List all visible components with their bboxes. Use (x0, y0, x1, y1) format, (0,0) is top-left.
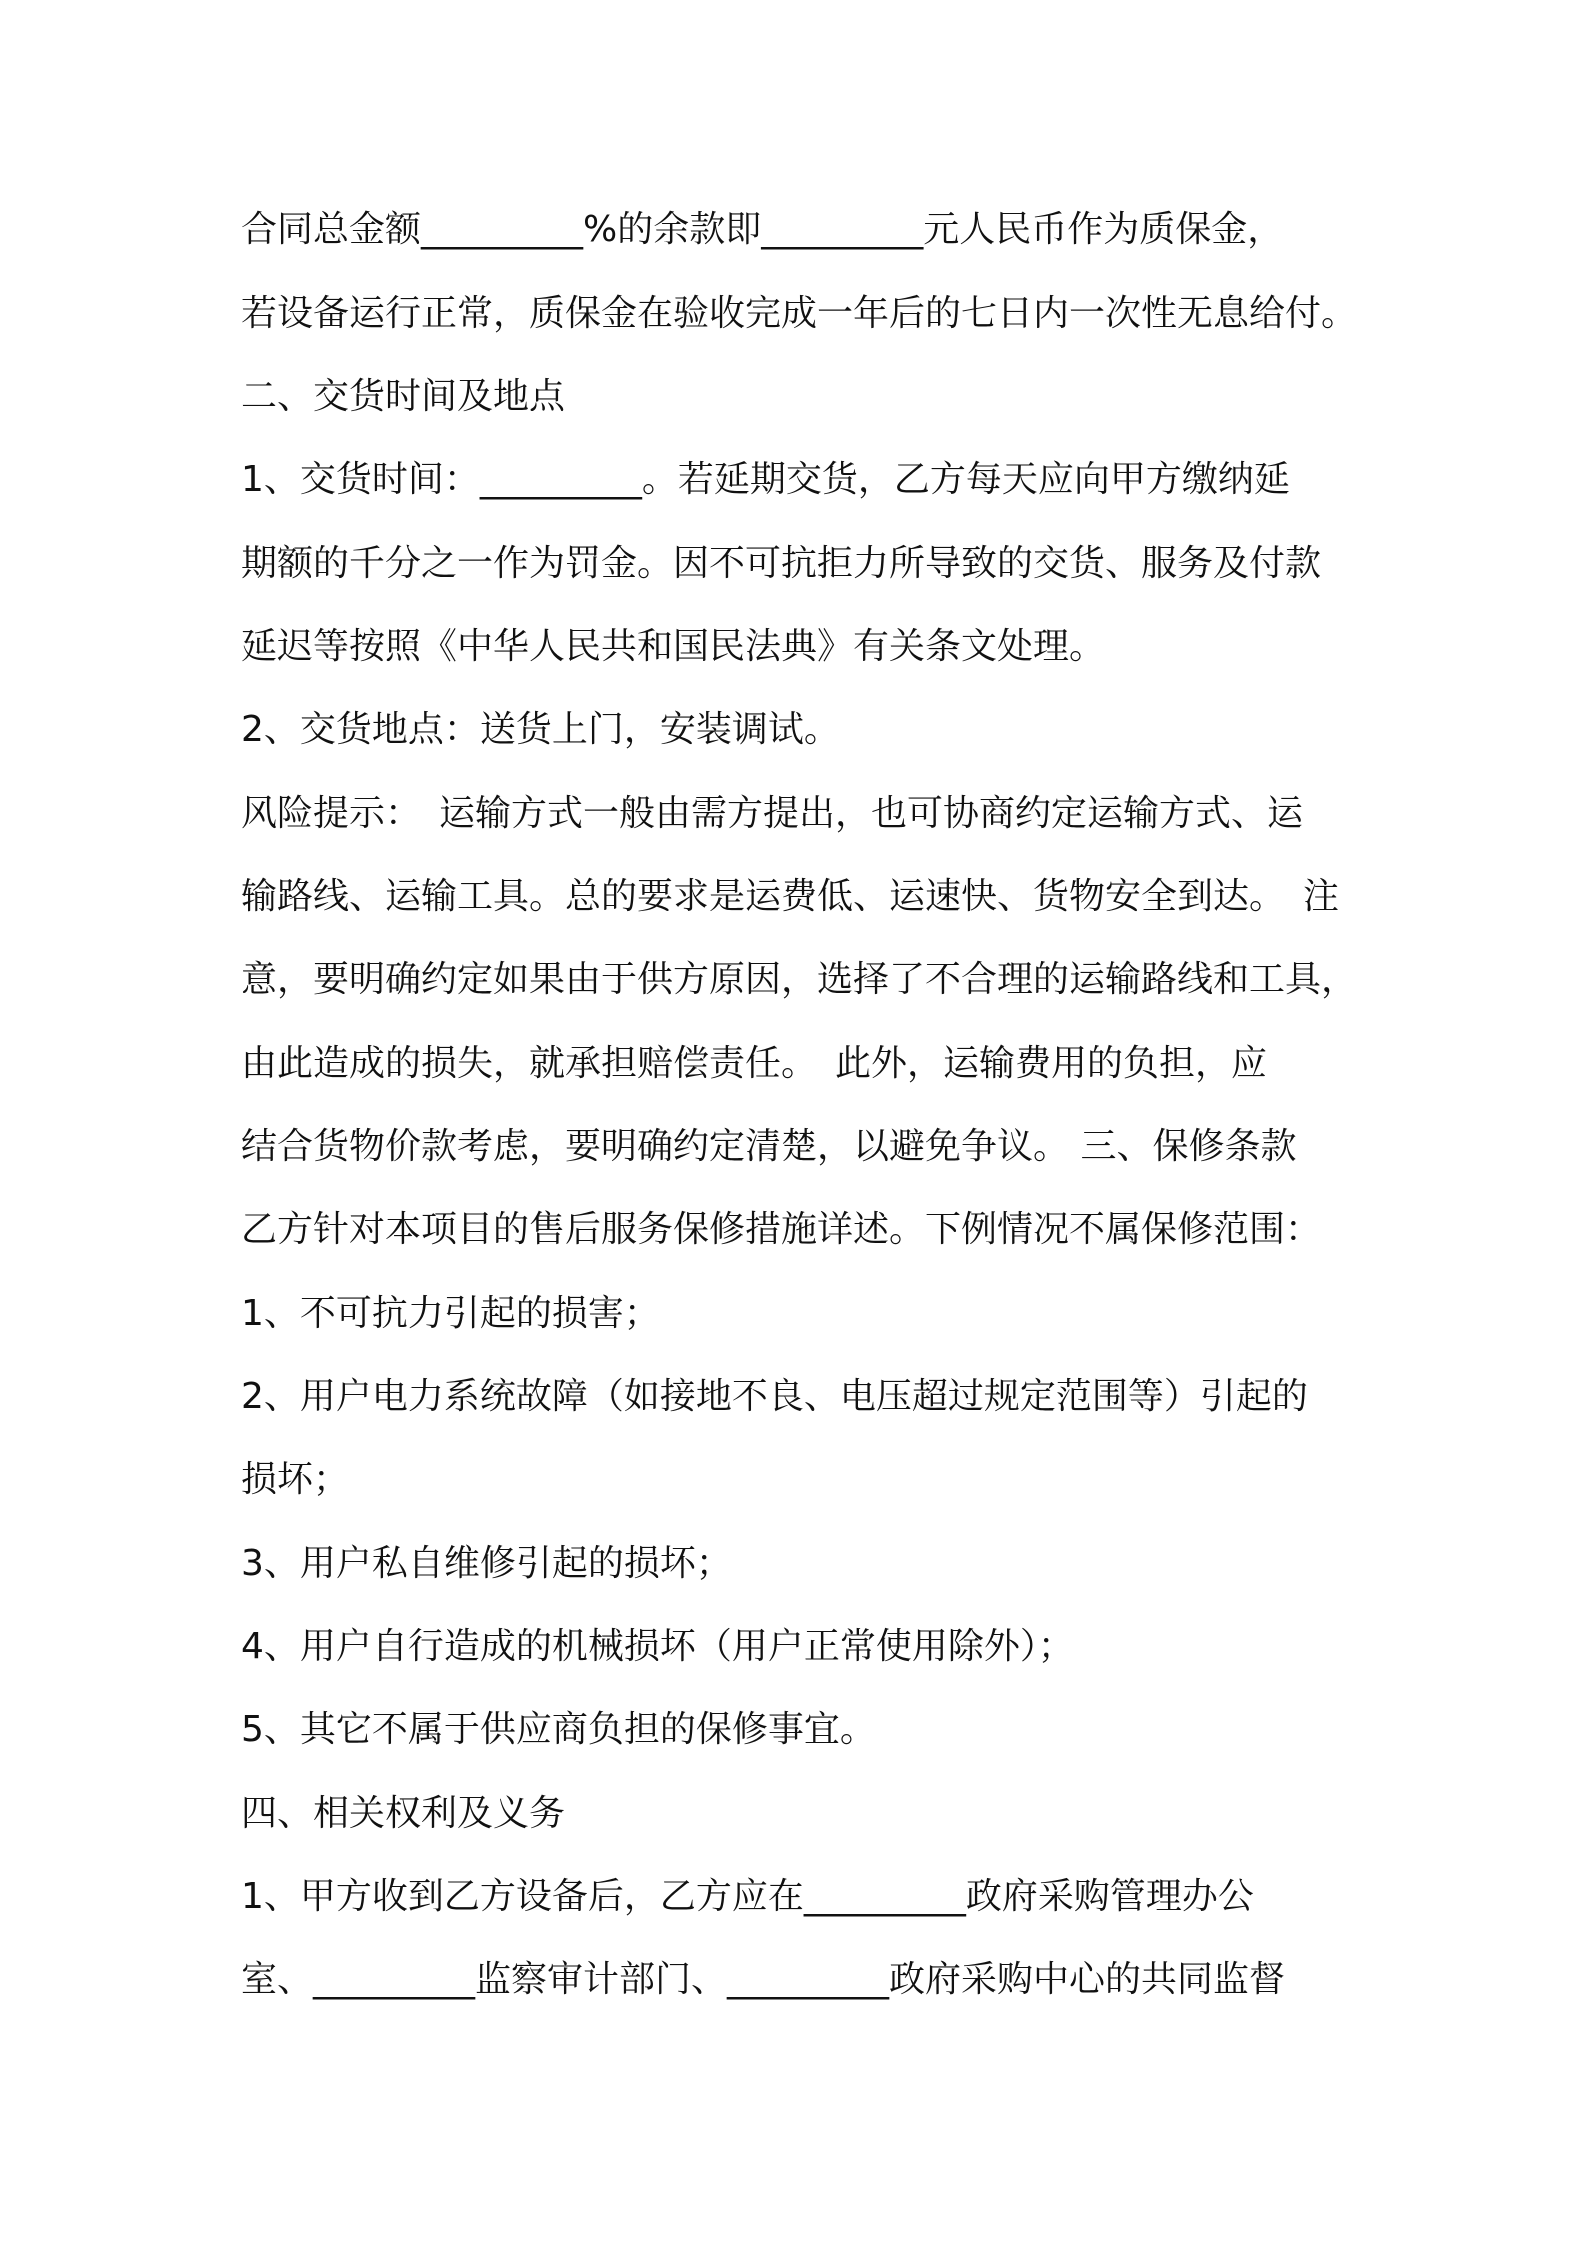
text-line-17: 3、用户私自维修引起的损坏； (241, 1543, 732, 1584)
text-line-21: 1、甲方收到乙方设备后，乙方应在_________政府采购管理办公 (241, 1876, 1254, 1917)
text-line-9: 输路线、运输工具。总的要求是运费低、运速快、货物安全到达。 注 (241, 876, 1340, 917)
text-line-19: 5、其它不属于供应商负担的保修事宜。 (241, 1709, 876, 1750)
text-line-8: 风险提示： 运输方式一般由需方提出，也可协商约定运输方式、运 (241, 793, 1304, 834)
text-line-13: 乙方针对本项目的售后服务保修措施详述。下例情况不属保修范围： (241, 1209, 1322, 1250)
text-line-16: 损坏； (241, 1459, 350, 1500)
text-line-15: 2、用户电力系统故障（如接地不良、电压超过规定范围等）引起的 (241, 1376, 1308, 1417)
text-line-4: 1、交货时间：_________。若延期交货，乙方每天应向甲方缴纳延 (241, 459, 1290, 500)
text-line-11: 由此造成的损失，就承担赔偿责任。 此外，运输费用的负担，应 (241, 1043, 1268, 1084)
text-line-12: 结合货物价款考虑，要明确约定清楚，以避免争议。 三、保修条款 (241, 1126, 1297, 1167)
text-line-2: 若设备运行正常，质保金在验收完成一年后的七日内一次性无息给付。 (241, 293, 1358, 334)
text-line-22: 室、_________监察审计部门、_________政府采购中心的共同监督 (241, 1959, 1286, 2000)
text-line-5: 期额的千分之一作为罚金。因不可抗拒力所导致的交货、服务及付款 (241, 543, 1322, 584)
text-line-7: 2、交货地点：送货上门，安装调试。 (241, 709, 840, 750)
text-line-14: 1、不可抗力引起的损害； (241, 1293, 660, 1334)
text-line-6: 延迟等按照《中华人民共和国民法典》有关条文处理。 (241, 626, 1106, 667)
text-line-18: 4、用户自行造成的机械损坏（用户正常使用除外）； (241, 1626, 1074, 1667)
text-line-10: 意，要明确约定如果由于供方原因，选择了不合理的运输路线和工具， (241, 959, 1358, 1000)
section-heading-rights: 四、相关权利及义务 (241, 1793, 566, 1834)
text-line-1: 合同总金额_________%的余款即_________元人民币作为质保金， (241, 209, 1284, 250)
section-heading-delivery: 二、交货时间及地点 (241, 376, 566, 417)
